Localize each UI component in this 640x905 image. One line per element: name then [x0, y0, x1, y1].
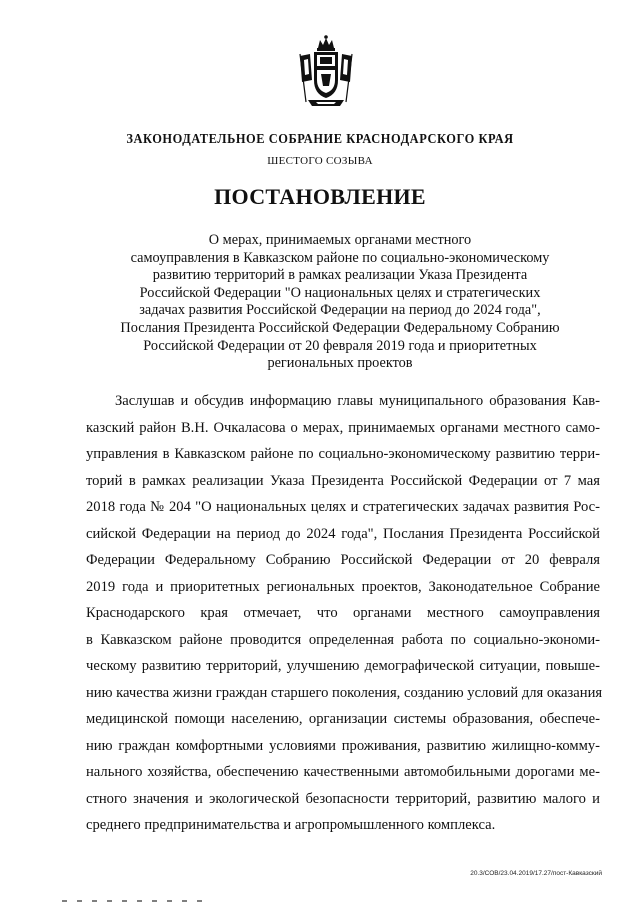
coat-of-arms-icon [296, 34, 356, 110]
subject-line: региональных проектов [267, 355, 413, 372]
body-line: в Кавказском районе проводится определенная работа по социально-экономи- [86, 631, 600, 648]
subject-line: О мерах, принимаемых органами местного [208, 232, 472, 248]
body-paragraph [86, 388, 603, 839]
body-line: казский район В.Н. Очкаласова о мерах, принимаемых органами местного само- [86, 419, 600, 436]
convocation-label: ШЕСТОГО СОЗЫВА [267, 155, 373, 167]
body-line: Заслушав и обсудив информацию главы муниципального образования Кав- [115, 393, 600, 409]
body-line: нию граждан комфортными условиями проживания, развитию жилищно-комму- [86, 737, 600, 754]
organization-title: ЗАКОНОДАТЕЛЬНОЕ СОБРАНИЕ КРАСНОДАРСКОГО КРАЯ [126, 131, 514, 146]
body-line: медицинской помощи населению, организации системы образования, обеспече- [86, 711, 600, 727]
body-line: 2019 года и приоритетных региональных проектов, Законодательное Собрание [86, 578, 600, 595]
document-subject [100, 232, 580, 373]
subject-line: развитию территорий в рамках реализации Указа Президента [152, 267, 528, 284]
body-line: управления в Кавказском районе по социально-экономическому развитию терри- [86, 446, 600, 462]
subject-line: самоуправления в Кавказском районе по социально-экономическому [130, 249, 550, 266]
body-line: нию качества жизни граждан старшего поколения, созданию условий для оказания [86, 684, 603, 701]
body-line: среднего предпринимательства и агропромышленного комплекса. [86, 817, 496, 833]
body-line: Федерации Федеральному Собранию Российской Федерации от 20 февраля [86, 552, 600, 568]
subject-line: Российской Федерации "О национальных целях и стратегических [139, 284, 541, 301]
body-line: стного значения и экологической безопасности территорий, развитию малого и [86, 790, 600, 807]
scan-edge-marks [62, 899, 212, 903]
body-line: сийской Федерации на период до 2024 года", Послания Президента Российской [86, 525, 600, 542]
body-line: Краснодарского края отмечает, что органами местного самоуправления [86, 605, 600, 621]
body-line: торий в рамках реализации Указа Президента Российской Федерации от 7 мая [86, 472, 600, 489]
subject-line: Российской Федерации от 20 февраля 2019 года и приоритетных [143, 337, 537, 354]
body-line: ческому развитию территорий, улучшению демографической ситуации, повыше- [86, 658, 600, 674]
subject-line: задачах развития Российской Федерации на период до 2024 года", [139, 302, 541, 319]
body-line: 2018 года № 204 "О национальных целях и стратегических задачах развития Рос- [86, 499, 600, 515]
body-line: нального хозяйства, обеспечению качественными автомобильными дорогами ме- [86, 764, 600, 780]
subject-line: Послания Президента Российской Федерации Федеральному Собранию [120, 319, 560, 336]
document-type-title: ПОСТАНОВЛЕНИЕ [214, 184, 426, 209]
document-code: 20.3/СОВ/23.04.2019/17.27/пост-Кавказский [470, 870, 602, 877]
